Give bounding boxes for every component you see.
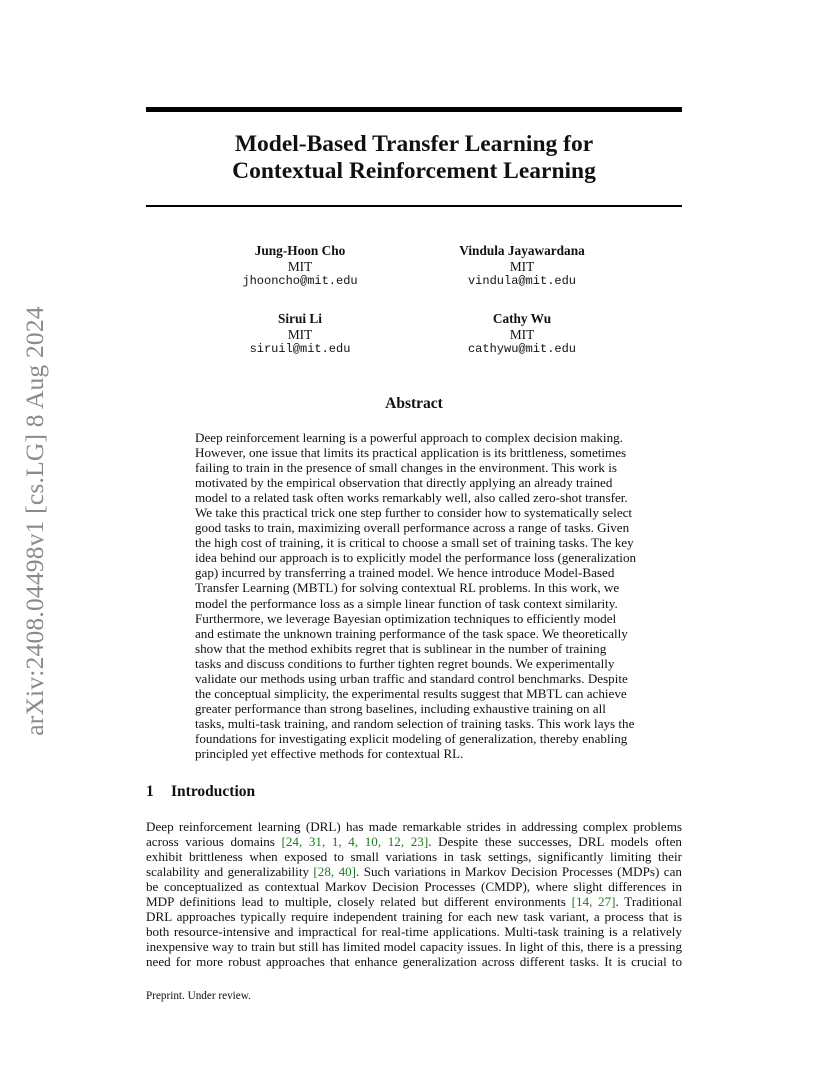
author-email[interactable]: jhooncho@mit.edu <box>242 274 358 288</box>
intro-line: exhibit brittleness when exposed to small variations in task settings, significantly limiting their <box>146 849 682 865</box>
abstract-line: However, one issue that limits its practical application is its brittleness, sometimes <box>195 445 627 461</box>
author-name: Jung-Hoon Cho <box>254 243 346 258</box>
intro-text: . Traditional <box>615 894 682 910</box>
arxiv-stamp-text: arXiv:2408.04498v1 [cs.LG] 8 Aug 2024 <box>20 306 49 736</box>
title-top-rule <box>146 107 682 112</box>
title-bottom-rule <box>146 205 682 207</box>
abstract-line: gap) incurred by transferring a trained model. We hence introduce Model-Based <box>195 565 615 581</box>
intro-line <box>146 864 682 879</box>
abstract-line: greater performance than strong baselines, including exhaustive training on all <box>195 700 606 716</box>
title-line-2: Contextual Reinforcement Learning <box>232 158 596 184</box>
author-block-4 <box>422 311 622 358</box>
author-affiliation: MIT <box>509 326 535 342</box>
author-block-2 <box>422 243 622 290</box>
section-heading <box>146 783 255 801</box>
abstract-heading: Abstract <box>385 395 443 412</box>
section-number: 1 <box>146 783 154 800</box>
intro-line: DRL approaches typically require independent training for each new task variant, a process that is <box>146 909 682 925</box>
abstract-line: show that the method exhibits regret that is sublinear in the number of training <box>195 640 607 656</box>
arxiv-stamp <box>20 288 50 754</box>
intro-text: . Despite these successes, DRL models often <box>428 834 682 850</box>
author-name: Vindula Jayawardana <box>459 243 585 258</box>
paper-title <box>146 131 682 185</box>
abstract-line: Furthermore, we leverage Bayesian optimization techniques to efficiently model <box>195 610 617 626</box>
abstract-line: We take this practical trick one step further to consider how to systematically select <box>195 505 633 521</box>
intro-line: Deep reinforcement learning (DRL) has made remarkable strides in addressing complex problems <box>146 819 682 834</box>
abstract-line: the high cost of training, it is critical to choose a small set of training tasks. The key <box>195 535 634 551</box>
abstract-line: good tasks to train, maximizing overall performance across a range of tasks. Given <box>195 520 630 536</box>
intro-text: . Such variations in Markov Decision Processes (MDPs) can <box>356 864 682 880</box>
abstract-line: foundations for investigating explicit modeling of generalization, thereby enabling <box>195 730 628 746</box>
abstract-line: motivated by the empirical observation that directly applying an already trained <box>195 475 613 491</box>
author-name: Cathy Wu <box>492 311 552 326</box>
author-email[interactable]: vindula@mit.edu <box>467 274 577 288</box>
abstract-line: the conceptual simplicity, the experimental results suggest that MBTL can achieve <box>195 685 627 701</box>
intro-text: scalability and generalizability <box>146 864 314 880</box>
abstract-line: tasks, multi-task training, and random selection of training tasks. This work lays the <box>195 715 635 731</box>
citation-link[interactable]: [14, 27] <box>571 894 616 910</box>
author-affiliation: MIT <box>287 258 313 274</box>
abstract-line: principled yet effective methods for contextual RL. <box>195 745 464 761</box>
intro-line: both resource-intensive and impractical for real-time applications. Multi-task training is a relatively <box>146 924 682 940</box>
citation-link[interactable]: [28, 40] <box>313 864 357 880</box>
introduction-body <box>146 819 682 969</box>
author-affiliation: MIT <box>287 326 313 342</box>
citation-link[interactable]: [24, 31, 1, 4, 10, 12, 23] <box>281 834 429 850</box>
abstract-line: Transfer Learning (MBTL) for solving contextual RL problems. In this work, we <box>195 580 620 596</box>
abstract-line: and estimate the unknown training performance of the task space. We theoretically <box>195 625 628 641</box>
abstract-line: failing to train in the presence of small changes in the environment. This work is <box>195 460 617 476</box>
author-name: Sirui Li <box>278 311 322 326</box>
intro-text: MDP definitions lead to multiple, closely related but different environments <box>146 894 572 910</box>
author-affiliation: MIT <box>509 258 535 274</box>
abstract-line: idea behind our approach is to explicitly model the performance loss (generalization <box>195 550 637 566</box>
section-title: Introduction <box>171 783 256 800</box>
abstract-line: Deep reinforcement learning is a powerful approach to complex decision making. <box>195 430 623 445</box>
abstract-line: model the performance loss as a simple linear function of task context similarity. <box>195 595 618 611</box>
title-line-1: Model-Based Transfer Learning for <box>234 131 594 157</box>
intro-line: need for more robust approaches that enhance generalization across different tasks. It is crucial to <box>146 954 682 970</box>
author-email[interactable]: siruil@mit.edu <box>249 342 351 356</box>
abstract-line: validate our methods using urban traffic and standard control benchmarks. Despite <box>195 670 628 686</box>
author-block-1 <box>200 243 400 290</box>
intro-text: across various domains <box>146 834 282 850</box>
intro-line: be conceptualized as contextual Markov Decision Processes (CMDP), where slight differences in <box>146 879 682 895</box>
author-block-3 <box>200 311 400 358</box>
abstract-line: tasks and discuss conditions to further tighten regret bounds. We experimentally <box>195 655 615 671</box>
abstract-line: model to a related task often works remarkably well, also called zero-shot transfer. <box>195 490 628 506</box>
abstract-body <box>195 430 636 761</box>
footer-note: Preprint. Under review. <box>146 990 251 1002</box>
intro-line <box>146 834 682 849</box>
intro-line <box>146 894 682 909</box>
intro-line: inexpensive way to train but still has limited model capacity issues. In light of this, there is a pressing <box>146 939 682 955</box>
author-email[interactable]: cathywu@mit.edu <box>467 342 577 356</box>
